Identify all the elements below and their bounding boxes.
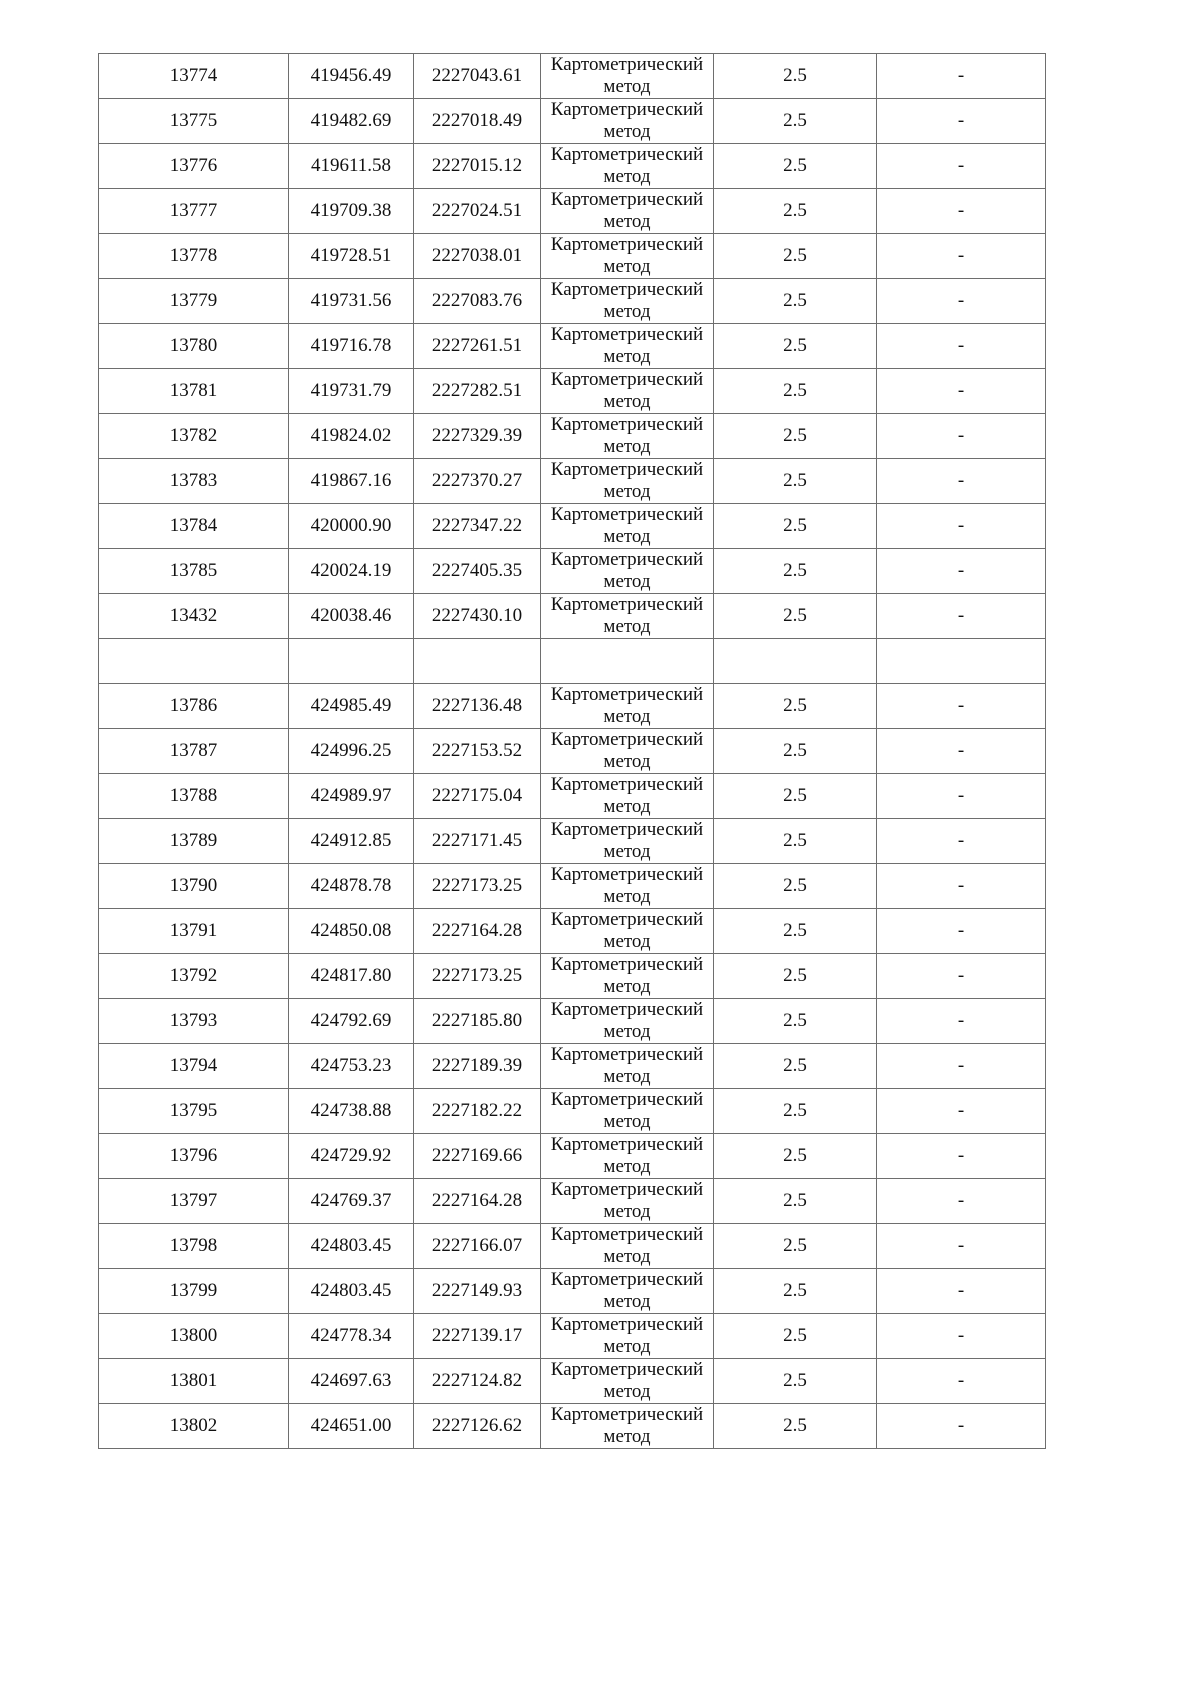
y-coordinate-cell: 2227173.25 — [414, 863, 541, 908]
table-row — [99, 1178, 1046, 1223]
x-coordinate-cell: 424803.45 — [289, 1268, 414, 1313]
description-cell: - — [877, 504, 1046, 549]
accuracy-cell: 2.5 — [714, 369, 877, 414]
x-coordinate-cell: 419482.69 — [289, 99, 414, 144]
description-cell: - — [877, 773, 1046, 818]
method-line-1: Картометрический — [550, 324, 704, 345]
method-line-1: Картометрический — [550, 549, 704, 570]
method-cell — [541, 998, 714, 1043]
y-coordinate-cell: 2227169.66 — [414, 1133, 541, 1178]
accuracy-cell: 2.5 — [714, 54, 877, 99]
method-cell — [541, 1178, 714, 1223]
method-line-1: Картометрический — [550, 1178, 704, 1200]
table-row — [99, 1358, 1046, 1403]
table-row — [99, 234, 1046, 279]
table-row — [99, 1088, 1046, 1133]
method-cell — [541, 773, 714, 818]
method-cell — [541, 549, 714, 594]
method-cell — [541, 1223, 714, 1268]
point-number-cell: 13792 — [99, 953, 289, 998]
x-coordinate-cell: 419824.02 — [289, 414, 414, 459]
accuracy-cell: 2.5 — [714, 189, 877, 234]
coordinates-table — [98, 53, 1046, 1449]
x-coordinate-cell: 419731.79 — [289, 369, 414, 414]
table-row — [99, 1403, 1046, 1448]
method-line-1: Картометрический — [550, 279, 704, 300]
x-coordinate-cell: 419728.51 — [289, 234, 414, 279]
point-number-cell: 13781 — [99, 369, 289, 414]
method-cell — [541, 908, 714, 953]
accuracy-cell: 2.5 — [714, 1088, 877, 1133]
accuracy-cell: 2.5 — [714, 324, 877, 369]
point-number-cell: 13790 — [99, 863, 289, 908]
method-line-1: Картометрический — [550, 998, 704, 1020]
table-row — [99, 504, 1046, 549]
method-line-1: Картометрический — [550, 414, 704, 435]
method-line-1: Картометрический — [550, 189, 704, 210]
point-number-cell: 13785 — [99, 549, 289, 594]
x-coordinate-cell: 419867.16 — [289, 459, 414, 504]
method-line-2: метод — [603, 76, 651, 97]
description-cell: - — [877, 1088, 1046, 1133]
point-number-cell: 13779 — [99, 279, 289, 324]
description-cell: - — [877, 1403, 1046, 1448]
x-coordinate-cell: 420000.90 — [289, 504, 414, 549]
x-coordinate-cell: 424753.23 — [289, 1043, 414, 1088]
method-cell — [541, 1403, 714, 1448]
method-cell — [541, 414, 714, 459]
y-coordinate-cell: 2227166.07 — [414, 1223, 541, 1268]
y-coordinate-cell: 2227164.28 — [414, 908, 541, 953]
point-number-cell: 13798 — [99, 1223, 289, 1268]
method-line-2: метод — [603, 571, 651, 592]
description-cell: - — [877, 54, 1046, 99]
description-cell — [877, 639, 1046, 684]
method-line-2: метод — [603, 301, 651, 322]
method-line-1: Картометрический — [550, 683, 704, 705]
table-row — [99, 594, 1046, 639]
point-number-cell: 13799 — [99, 1268, 289, 1313]
table-row — [99, 54, 1046, 99]
x-coordinate-cell: 424850.08 — [289, 908, 414, 953]
description-cell: - — [877, 594, 1046, 639]
x-coordinate-cell: 419716.78 — [289, 324, 414, 369]
point-number-cell: 13802 — [99, 1403, 289, 1448]
x-coordinate-cell: 424985.49 — [289, 683, 414, 728]
method-line-1: Картометрический — [550, 54, 704, 75]
x-coordinate-cell: 424778.34 — [289, 1313, 414, 1358]
table-row — [99, 1268, 1046, 1313]
method-line-1: Картометрический — [550, 234, 704, 255]
y-coordinate-cell: 2227347.22 — [414, 504, 541, 549]
x-coordinate-cell: 419731.56 — [289, 279, 414, 324]
x-coordinate-cell: 419456.49 — [289, 54, 414, 99]
accuracy-cell: 2.5 — [714, 1268, 877, 1313]
method-cell — [541, 1133, 714, 1178]
accuracy-cell: 2.5 — [714, 908, 877, 953]
method-line-1: Картометрический — [550, 773, 704, 795]
table-row — [99, 1043, 1046, 1088]
method-cell — [541, 1358, 714, 1403]
table-row — [99, 189, 1046, 234]
point-number-cell: 13783 — [99, 459, 289, 504]
method-cell — [541, 639, 714, 684]
y-coordinate-cell: 2227173.25 — [414, 953, 541, 998]
method-line-2: метод — [603, 391, 651, 412]
method-cell — [541, 818, 714, 863]
description-cell: - — [877, 279, 1046, 324]
method-line-1: Картометрический — [550, 1358, 704, 1380]
y-coordinate-cell: 2227153.52 — [414, 728, 541, 773]
accuracy-cell: 2.5 — [714, 728, 877, 773]
y-coordinate-cell — [414, 639, 541, 684]
point-number-cell: 13801 — [99, 1358, 289, 1403]
y-coordinate-cell: 2227370.27 — [414, 459, 541, 504]
method-cell — [541, 234, 714, 279]
description-cell: - — [877, 1313, 1046, 1358]
description-cell: - — [877, 1178, 1046, 1223]
point-number-cell: 13780 — [99, 324, 289, 369]
x-coordinate-cell: 424817.80 — [289, 953, 414, 998]
description-cell: - — [877, 189, 1046, 234]
accuracy-cell: 2.5 — [714, 683, 877, 728]
description-cell: - — [877, 1223, 1046, 1268]
method-cell — [541, 683, 714, 728]
point-number-cell: 13795 — [99, 1088, 289, 1133]
method-line-2: метод — [603, 121, 651, 142]
point-number-cell: 13786 — [99, 683, 289, 728]
table-row — [99, 279, 1046, 324]
table-row — [99, 459, 1046, 504]
method-line-2: метод — [603, 346, 651, 367]
accuracy-cell: 2.5 — [714, 504, 877, 549]
y-coordinate-cell: 2227018.49 — [414, 99, 541, 144]
method-line-1: Картометрический — [550, 1223, 704, 1245]
method-cell — [541, 369, 714, 414]
accuracy-cell: 2.5 — [714, 863, 877, 908]
description-cell: - — [877, 414, 1046, 459]
table-row — [99, 728, 1046, 773]
method-line-2: метод — [603, 1290, 651, 1312]
x-coordinate-cell: 424878.78 — [289, 863, 414, 908]
table-row — [99, 818, 1046, 863]
method-cell — [541, 279, 714, 324]
x-coordinate-cell: 424729.92 — [289, 1133, 414, 1178]
method-line-2: метод — [603, 256, 651, 277]
method-cell — [541, 1268, 714, 1313]
point-number-cell: 13775 — [99, 99, 289, 144]
accuracy-cell: 2.5 — [714, 414, 877, 459]
method-line-1: Картометрический — [550, 1043, 704, 1065]
table-row — [99, 908, 1046, 953]
method-cell — [541, 144, 714, 189]
table-row — [99, 773, 1046, 818]
accuracy-cell: 2.5 — [714, 953, 877, 998]
description-cell: - — [877, 144, 1046, 189]
y-coordinate-cell: 2227405.35 — [414, 549, 541, 594]
table-row — [99, 99, 1046, 144]
method-line-1: Картометрический — [550, 1088, 704, 1110]
method-line-1: Картометрический — [550, 99, 704, 120]
accuracy-cell: 2.5 — [714, 773, 877, 818]
description-cell: - — [877, 908, 1046, 953]
method-line-2: метод — [603, 1425, 651, 1447]
y-coordinate-cell: 2227024.51 — [414, 189, 541, 234]
x-coordinate-cell: 424912.85 — [289, 818, 414, 863]
method-cell — [541, 728, 714, 773]
method-cell — [541, 1043, 714, 1088]
method-cell — [541, 504, 714, 549]
description-cell: - — [877, 1268, 1046, 1313]
x-coordinate-cell: 419709.38 — [289, 189, 414, 234]
accuracy-cell: 2.5 — [714, 459, 877, 504]
method-line-2: метод — [603, 1200, 651, 1222]
method-line-2: метод — [603, 1245, 651, 1267]
method-line-2: метод — [603, 526, 651, 547]
table-row — [99, 414, 1046, 459]
method-line-1: Картометрический — [550, 728, 704, 750]
accuracy-cell — [714, 639, 877, 684]
point-number-cell: 13793 — [99, 998, 289, 1043]
table-row — [99, 549, 1046, 594]
method-line-1: Картометрический — [550, 1268, 704, 1290]
method-cell — [541, 594, 714, 639]
method-line-1: Картометрический — [550, 818, 704, 840]
table-row — [99, 324, 1046, 369]
method-line-2: метод — [603, 1020, 651, 1042]
method-line-2: метод — [603, 166, 651, 187]
y-coordinate-cell: 2227185.80 — [414, 998, 541, 1043]
method-line-1: Картометрический — [550, 908, 704, 930]
point-number-cell: 13774 — [99, 54, 289, 99]
point-number-cell: 13796 — [99, 1133, 289, 1178]
method-line-1: Картометрический — [550, 1133, 704, 1155]
x-coordinate-cell: 424769.37 — [289, 1178, 414, 1223]
method-cell — [541, 1088, 714, 1133]
x-coordinate-cell: 420024.19 — [289, 549, 414, 594]
y-coordinate-cell: 2227043.61 — [414, 54, 541, 99]
method-line-2: метод — [603, 211, 651, 232]
y-coordinate-cell: 2227171.45 — [414, 818, 541, 863]
y-coordinate-cell: 2227261.51 — [414, 324, 541, 369]
description-cell: - — [877, 728, 1046, 773]
accuracy-cell: 2.5 — [714, 549, 877, 594]
point-number-cell: 13788 — [99, 773, 289, 818]
accuracy-cell: 2.5 — [714, 1178, 877, 1223]
method-line-1: Картометрический — [550, 144, 704, 165]
method-line-2: метод — [603, 975, 651, 997]
accuracy-cell: 2.5 — [714, 234, 877, 279]
accuracy-cell: 2.5 — [714, 99, 877, 144]
y-coordinate-cell: 2227430.10 — [414, 594, 541, 639]
y-coordinate-cell: 2227189.39 — [414, 1043, 541, 1088]
method-line-1: Картометрический — [550, 504, 704, 525]
method-line-2: метод — [603, 1155, 651, 1177]
point-number-cell: 13778 — [99, 234, 289, 279]
y-coordinate-cell: 2227038.01 — [414, 234, 541, 279]
table-row — [99, 683, 1046, 728]
y-coordinate-cell: 2227139.17 — [414, 1313, 541, 1358]
method-line-1: Картометрический — [550, 1313, 704, 1335]
method-line-2: метод — [603, 885, 651, 907]
description-cell: - — [877, 459, 1046, 504]
table-row — [99, 998, 1046, 1043]
accuracy-cell: 2.5 — [714, 1313, 877, 1358]
method-line-2: метод — [603, 481, 651, 502]
method-cell — [541, 863, 714, 908]
method-line-2: метод — [603, 616, 651, 637]
description-cell: - — [877, 953, 1046, 998]
description-cell: - — [877, 818, 1046, 863]
description-cell: - — [877, 1358, 1046, 1403]
description-cell: - — [877, 863, 1046, 908]
table-row — [99, 639, 1046, 684]
x-coordinate-cell: 419611.58 — [289, 144, 414, 189]
method-cell — [541, 324, 714, 369]
method-cell — [541, 1313, 714, 1358]
point-number-cell: 13787 — [99, 728, 289, 773]
method-cell — [541, 953, 714, 998]
method-line-1: Картометрический — [550, 594, 704, 615]
x-coordinate-cell: 424803.45 — [289, 1223, 414, 1268]
table-row — [99, 953, 1046, 998]
y-coordinate-cell: 2227329.39 — [414, 414, 541, 459]
table-row — [99, 1223, 1046, 1268]
y-coordinate-cell: 2227124.82 — [414, 1358, 541, 1403]
point-number-cell: 13777 — [99, 189, 289, 234]
method-line-1: Картометрический — [550, 863, 704, 885]
y-coordinate-cell: 2227175.04 — [414, 773, 541, 818]
y-coordinate-cell: 2227083.76 — [414, 279, 541, 324]
method-cell — [541, 459, 714, 504]
accuracy-cell: 2.5 — [714, 1133, 877, 1178]
accuracy-cell: 2.5 — [714, 1043, 877, 1088]
point-number-cell: 13797 — [99, 1178, 289, 1223]
x-coordinate-cell — [289, 639, 414, 684]
method-line-2: метод — [603, 930, 651, 952]
point-number-cell: 13794 — [99, 1043, 289, 1088]
table-row — [99, 1313, 1046, 1358]
description-cell: - — [877, 998, 1046, 1043]
table-row — [99, 863, 1046, 908]
description-cell: - — [877, 549, 1046, 594]
x-coordinate-cell: 424738.88 — [289, 1088, 414, 1133]
description-cell: - — [877, 99, 1046, 144]
description-cell: - — [877, 1043, 1046, 1088]
accuracy-cell: 2.5 — [714, 594, 877, 639]
x-coordinate-cell: 424651.00 — [289, 1403, 414, 1448]
table-row — [99, 369, 1046, 414]
method-cell — [541, 54, 714, 99]
method-cell — [541, 99, 714, 144]
method-cell — [541, 189, 714, 234]
y-coordinate-cell: 2227126.62 — [414, 1403, 541, 1448]
accuracy-cell: 2.5 — [714, 818, 877, 863]
point-number-cell: 13791 — [99, 908, 289, 953]
point-number-cell: 13789 — [99, 818, 289, 863]
x-coordinate-cell: 420038.46 — [289, 594, 414, 639]
method-line-1: Картометрический — [550, 1403, 704, 1425]
table-row — [99, 144, 1046, 189]
method-line-1: Картометрический — [550, 459, 704, 480]
y-coordinate-cell: 2227182.22 — [414, 1088, 541, 1133]
description-cell: - — [877, 683, 1046, 728]
method-line-2: метод — [603, 1110, 651, 1132]
method-line-2: метод — [603, 1065, 651, 1087]
method-line-2: метод — [603, 705, 651, 727]
description-cell: - — [877, 324, 1046, 369]
point-number-cell: 13782 — [99, 414, 289, 459]
accuracy-cell: 2.5 — [714, 1223, 877, 1268]
y-coordinate-cell: 2227015.12 — [414, 144, 541, 189]
point-number-cell: 13800 — [99, 1313, 289, 1358]
accuracy-cell: 2.5 — [714, 998, 877, 1043]
accuracy-cell: 2.5 — [714, 1358, 877, 1403]
description-cell: - — [877, 1133, 1046, 1178]
coordinates-table-body — [99, 54, 1046, 1449]
x-coordinate-cell: 424697.63 — [289, 1358, 414, 1403]
y-coordinate-cell: 2227149.93 — [414, 1268, 541, 1313]
method-line-2: метод — [603, 750, 651, 772]
method-line-2: метод — [603, 795, 651, 817]
point-number-cell: 13432 — [99, 594, 289, 639]
method-line-2: метод — [603, 436, 651, 457]
x-coordinate-cell: 424792.69 — [289, 998, 414, 1043]
method-line-1: Картометрический — [550, 369, 704, 390]
method-line-2: метод — [603, 1335, 651, 1357]
point-number-cell: 13784 — [99, 504, 289, 549]
accuracy-cell: 2.5 — [714, 279, 877, 324]
y-coordinate-cell: 2227136.48 — [414, 683, 541, 728]
accuracy-cell: 2.5 — [714, 1403, 877, 1448]
point-number-cell — [99, 639, 289, 684]
x-coordinate-cell: 424989.97 — [289, 773, 414, 818]
y-coordinate-cell: 2227282.51 — [414, 369, 541, 414]
accuracy-cell: 2.5 — [714, 144, 877, 189]
method-line-1: Картометрический — [550, 953, 704, 975]
table-row — [99, 1133, 1046, 1178]
description-cell: - — [877, 234, 1046, 279]
description-cell: - — [877, 369, 1046, 414]
y-coordinate-cell: 2227164.28 — [414, 1178, 541, 1223]
method-line-2: метод — [603, 1380, 651, 1402]
point-number-cell: 13776 — [99, 144, 289, 189]
method-line-2: метод — [603, 840, 651, 862]
x-coordinate-cell: 424996.25 — [289, 728, 414, 773]
